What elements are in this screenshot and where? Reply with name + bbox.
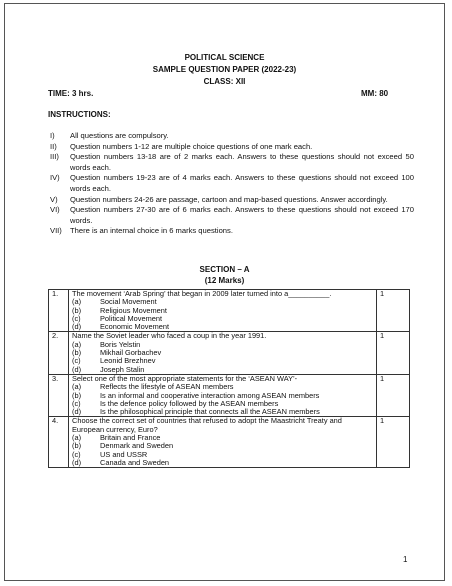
option-text: Joseph Stalin — [100, 364, 145, 374]
questions-table — [48, 289, 410, 468]
question-number: 3. — [49, 374, 69, 416]
option-text: US and USSR — [100, 449, 148, 459]
option-text: Is the defence policy followed by the ASEAN members — [100, 398, 279, 408]
option-label: (c) — [72, 449, 81, 459]
option-text: Denmark and Sweden — [100, 441, 174, 451]
section-marks: (12 Marks) — [204, 276, 245, 285]
question-text: The movement ‘Arab Spring’ that began in 2009 later turned into a__________. — [72, 289, 332, 298]
instruction-item — [50, 142, 414, 153]
question-row — [49, 290, 410, 332]
question-row — [49, 332, 410, 374]
option-text: Is the philosophical principle that connects all the ASEAN members — [100, 407, 320, 417]
instruction-item — [50, 226, 414, 237]
paper-title: SAMPLE QUESTION PAPER (2022-23) — [152, 65, 297, 74]
option-text: Britain and France — [100, 433, 161, 443]
option-label: (c) — [72, 356, 81, 366]
instruction-item — [50, 152, 414, 173]
option-label: (d) — [72, 457, 82, 467]
instruction-item — [50, 205, 414, 226]
option — [72, 366, 373, 374]
instruction-number: V) — [50, 194, 58, 204]
page-number: 1 — [403, 555, 408, 564]
option-text: Political Movement — [100, 313, 163, 323]
instruction-number: IV) — [50, 173, 60, 183]
option-text: Is an informal and cooperative interaction among ASEAN members — [100, 390, 320, 400]
instruction-item — [50, 195, 414, 206]
question-text: Name the Soviet leader who faced a coup in the year 1991. — [72, 331, 267, 341]
instruction-number: I) — [50, 131, 55, 140]
instruction-text: Question numbers 19-23 are of 4 marks each. Answers to these questions should not exceed 100 words each. — [70, 173, 414, 193]
section-title: SECTION – A — [199, 265, 250, 274]
instruction-number: VII) — [50, 226, 62, 236]
question-body — [69, 332, 377, 374]
option-label: (a) — [72, 297, 82, 307]
option-label: (b) — [72, 305, 82, 315]
question-text: Choose the correct set of countries that refused to adopt the Maastricht Treaty and European currency, Euro? — [72, 416, 342, 434]
option-label: (b) — [72, 348, 82, 358]
option-label: (c) — [72, 398, 81, 408]
option-text: Economic Movement — [100, 322, 170, 332]
instruction-number: VI) — [50, 205, 60, 215]
option-label: (a) — [72, 382, 82, 392]
instruction-number: III) — [50, 152, 59, 162]
max-marks-label: MM: 80 — [361, 89, 389, 98]
option-text: Mikhail Gorbachev — [100, 348, 162, 358]
question-paper-page — [4, 3, 445, 581]
subject-title: POLITICAL SCIENCE — [184, 53, 265, 62]
instruction-item — [50, 131, 414, 142]
instructions-title: INSTRUCTIONS: — [48, 110, 111, 119]
instruction-text: Question numbers 24-26 are passage, cartoon and map-based questions. Answer accordingly. — [70, 194, 388, 204]
question-row — [49, 417, 410, 468]
instruction-text: There is an internal choice in 6 marks questions. — [70, 226, 233, 236]
option-label: (d) — [72, 364, 82, 374]
option — [72, 323, 373, 331]
question-body — [69, 290, 377, 332]
option-text: Boris Yelstin — [100, 339, 141, 349]
instruction-text: Question numbers 1-12 are multiple choice questions of one mark each. — [70, 141, 313, 151]
question-marks: 1 — [377, 417, 410, 468]
option-label: (a) — [72, 433, 82, 443]
question-marks: 1 — [377, 332, 410, 374]
option-text: Canada and Sweden — [100, 457, 170, 467]
question-body — [69, 374, 377, 416]
question-row — [49, 374, 410, 416]
option — [72, 408, 373, 416]
instructions-list — [50, 131, 414, 237]
question-body — [69, 417, 377, 468]
option-text: Religious Movement — [100, 305, 167, 315]
option-label: (b) — [72, 390, 82, 400]
option-text: Leonid Brezhnev — [100, 356, 156, 366]
option-label: (b) — [72, 441, 82, 451]
instruction-number: II) — [50, 141, 57, 151]
question-marks: 1 — [377, 374, 410, 416]
option-label: (d) — [72, 322, 82, 332]
instruction-text: Question numbers 27-30 are of 6 marks each. Answers to these questions should not exceed 170 words. — [70, 205, 414, 225]
option — [72, 459, 373, 467]
option-text: Reflects the lifestyle of ASEAN members — [100, 382, 234, 392]
option-text: Social Movement — [100, 297, 157, 307]
question-number: 2. — [49, 332, 69, 374]
question-marks: 1 — [377, 290, 410, 332]
question-number: 1. — [49, 290, 69, 332]
time-label: TIME: 3 hrs. — [48, 89, 94, 98]
question-text: Select one of the most appropriate statements for the ‘ASEAN WAY’- — [72, 373, 298, 383]
instruction-item — [50, 173, 414, 194]
option-label: (c) — [72, 313, 81, 323]
class-title: CLASS: XII — [203, 77, 246, 86]
instruction-text: Question numbers 13-18 are of 2 marks each. Answers to these questions should not exceed 50 words each. — [70, 152, 414, 172]
option-label: (a) — [72, 339, 82, 349]
instruction-text: All questions are compulsory. — [70, 131, 169, 140]
option-label: (d) — [72, 407, 82, 417]
question-number: 4. — [49, 417, 69, 468]
